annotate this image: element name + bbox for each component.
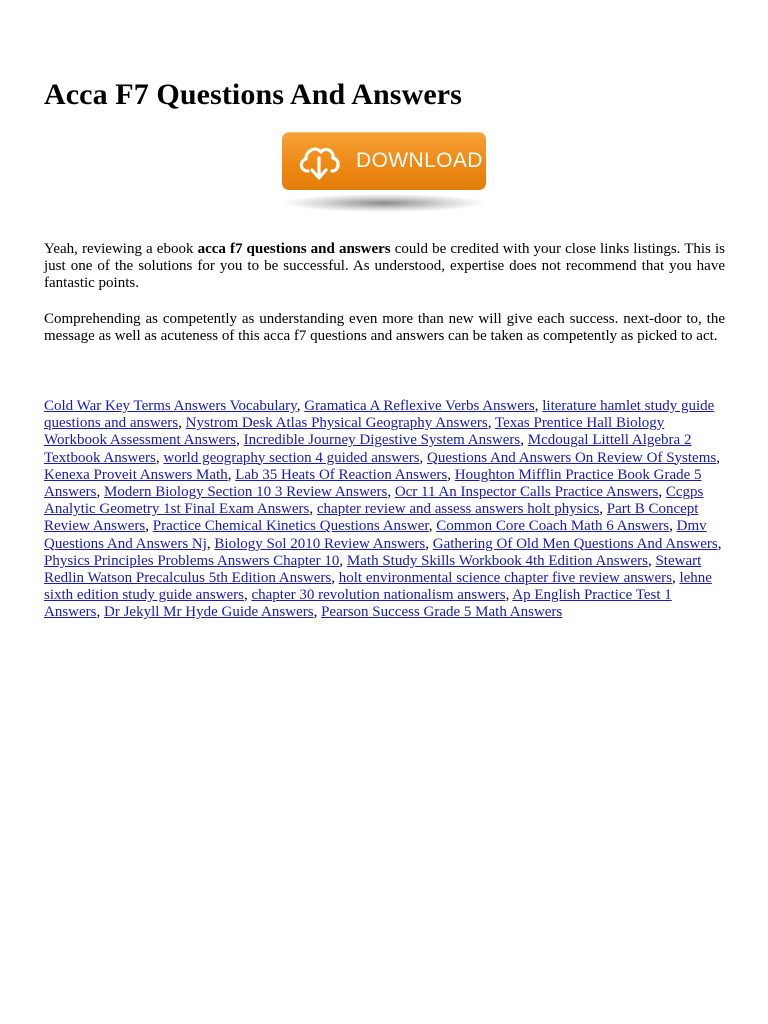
page-title: Acca F7 Questions And Answers xyxy=(44,78,462,111)
link-separator: , xyxy=(96,604,104,621)
link-separator: , xyxy=(145,518,153,535)
second-paragraph: Comprehending as competently as understanding even more than new will give each success. next-door to, the message as well as acuteness of this acca f7 questions and answers can be taken as competently as picked to act. xyxy=(44,311,725,345)
related-link[interactable]: Modern Biology Section 10 3 Review Answers xyxy=(104,484,388,501)
link-separator: , xyxy=(387,484,395,501)
link-separator: , xyxy=(599,501,607,518)
related-link[interactable]: Stewart Redlin Watson Precalculus 5th Edition Answers xyxy=(44,552,702,587)
link-separator: , xyxy=(487,415,495,432)
download-button-label: DOWNLOAD xyxy=(356,149,483,172)
related-link[interactable]: Biology Sol 2010 Review Answers xyxy=(214,535,426,552)
intro-paragraph-keyword: acca f7 questions and answers xyxy=(197,241,391,257)
related-link[interactable]: literature hamlet study guide questions and answers xyxy=(44,398,715,432)
related-link[interactable]: chapter 30 revolution nationalism answers xyxy=(251,587,506,604)
link-separator: , xyxy=(647,552,656,569)
related-link[interactable]: Texas Prentice Hall Biology Workbook Assessment Answers xyxy=(44,415,665,449)
related-link[interactable]: Gathering Of Old Men Questions And Answers xyxy=(432,535,718,552)
link-separator: , xyxy=(309,501,317,518)
related-link[interactable]: Ocr 11 An Inspector Calls Practice Answers xyxy=(394,484,659,501)
link-separator: , xyxy=(96,484,104,501)
link-separator: , xyxy=(313,604,322,621)
link-separator: , xyxy=(339,552,347,569)
related-link[interactable]: Common Core Coach Math 6 Answers xyxy=(436,518,670,535)
link-separator: , xyxy=(419,449,428,466)
link-separator: , xyxy=(178,415,186,432)
link-separator: , xyxy=(716,449,720,466)
link-separator: , xyxy=(520,432,528,449)
intro-paragraph-end: could be credited with your close links listings. This is just one of the solutions for you to be successful. As understood, expertise does not recommend that you have fantastic points. xyxy=(44,241,725,292)
related-link[interactable]: Houghton Mifflin Practice Book Grade 5 Answers xyxy=(44,466,702,501)
related-link[interactable]: Ccgps Analytic Geometry 1st Final Exam Answers xyxy=(44,484,704,518)
link-separator: , xyxy=(428,518,437,535)
related-link[interactable]: world geography section 4 guided answers xyxy=(163,449,420,466)
link-separator: , xyxy=(296,398,305,414)
related-link[interactable]: Ap English Practice Test 1 Answers xyxy=(44,587,672,621)
link-separator: , xyxy=(155,449,164,466)
link-separator: , xyxy=(669,518,677,535)
related-link[interactable]: Lab 35 Heats Of Reaction Answers xyxy=(235,466,448,483)
download-button-shadow xyxy=(284,194,484,212)
related-link[interactable]: Practice Chemical Kinetics Questions Answer xyxy=(152,518,429,535)
related-link[interactable]: holt environmental science chapter five review answers xyxy=(338,570,672,587)
related-link[interactable]: Mcdougal Littell Algebra 2 Textbook Answers xyxy=(44,432,692,466)
related-link[interactable]: Dr Jekyll Mr Hyde Guide Answers xyxy=(104,604,314,621)
link-separator: , xyxy=(671,570,680,587)
download-banner xyxy=(270,128,498,220)
related-link[interactable]: Cold War Key Terms Answers Vocabulary xyxy=(44,398,297,414)
intro-paragraph xyxy=(44,241,725,293)
related-link[interactable]: Pearson Success Grade 5 Math Answers xyxy=(321,604,563,621)
link-separator: , xyxy=(447,466,455,483)
related-link[interactable]: Kenexa Proveit Answers Math xyxy=(44,466,228,483)
related-link[interactable]: Math Study Skills Workbook 4th Edition Answers xyxy=(346,552,648,569)
related-links-list xyxy=(44,398,725,622)
link-separator: , xyxy=(331,570,339,587)
cloud-download-icon xyxy=(296,139,342,183)
link-separator: , xyxy=(206,535,215,552)
link-separator: , xyxy=(227,466,236,483)
download-button[interactable] xyxy=(282,132,486,190)
link-separator: , xyxy=(658,484,666,501)
link-separator: , xyxy=(243,587,252,604)
link-separator: , xyxy=(534,398,543,414)
related-link[interactable]: Dmv Questions And Answers Nj xyxy=(44,518,707,552)
related-link[interactable]: Part B Concept Review Answers xyxy=(44,501,699,535)
related-link[interactable]: Incredible Journey Digestive System Answers xyxy=(243,432,521,449)
link-separator: , xyxy=(425,535,433,552)
related-link[interactable]: Nystrom Desk Atlas Physical Geography Answers xyxy=(185,415,488,432)
related-link[interactable]: chapter review and assess answers holt physics xyxy=(316,501,600,518)
related-link[interactable]: Gramatica A Reflexive Verbs Answers xyxy=(304,398,535,414)
link-separator: , xyxy=(236,432,244,449)
related-link[interactable]: Physics Principles Problems Answers Chapter 10 xyxy=(44,552,340,569)
intro-paragraph-start: Yeah, reviewing a ebook xyxy=(44,241,198,257)
related-link[interactable]: Questions And Answers On Review Of Systems xyxy=(427,449,717,466)
link-separator: , xyxy=(717,535,722,552)
link-separator: , xyxy=(505,587,513,604)
related-link[interactable]: lehne sixth edition study guide answers xyxy=(44,570,712,604)
